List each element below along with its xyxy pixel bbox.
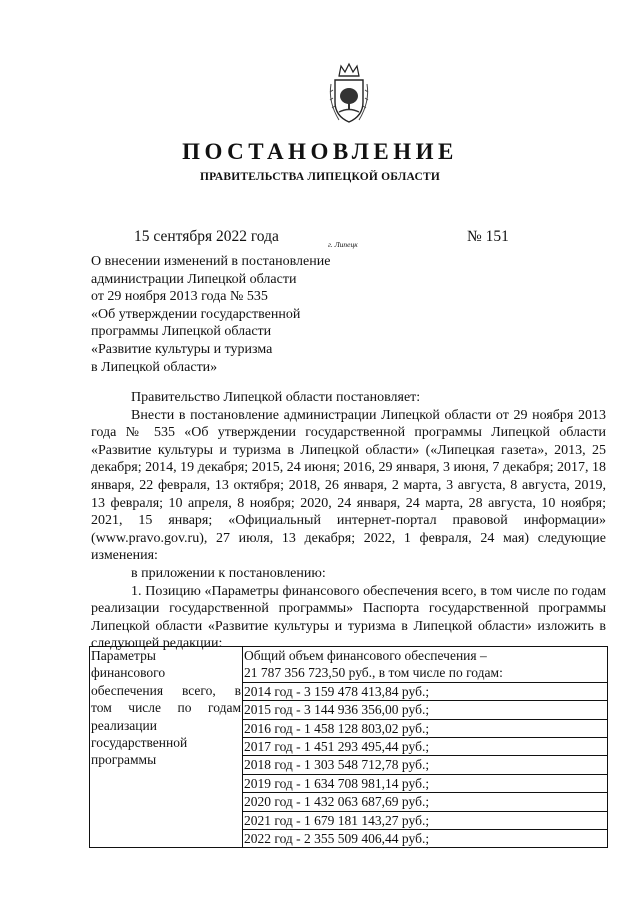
label-line: реализации xyxy=(91,717,157,733)
subject-line: О внесении изменений в постановление xyxy=(91,254,331,269)
label-line: государственной xyxy=(91,735,188,751)
table-cell-label xyxy=(90,647,243,848)
year-line: 2019 год - 1 634 708 981,14 руб.; xyxy=(243,774,607,792)
year-line: 2014 год - 3 159 478 413,84 руб.; xyxy=(243,682,607,700)
subject-line: в Липецкой области» xyxy=(91,359,218,375)
document-city: г. Липецк xyxy=(328,240,358,249)
label-line: программы xyxy=(91,752,157,768)
year-line: 2022 год - 2 355 509 406,44 руб.; xyxy=(243,829,607,847)
subject-line: «Развитие культуры и туризма xyxy=(91,341,273,357)
subject-line: программы Липецкой области xyxy=(91,324,272,340)
coat-of-arms-icon xyxy=(327,62,371,126)
body-paragraph: Внести в постановление администрации Липецкой области от 29 ноября 2013 года № 535 «Об утверждении государственной программы Липецкой области «Развитие культуры и туризма в Липецкой области» («Липецкая газета», 2013, 25 декабря; 2014, 19 декабря; 2015, 24 июня; 2016, 29 января, 3 июня, 7 декабря; 2017, 18 января, 22 февраля, 13 октября; 2018, 26 января, 2 марта, 3 августа, 8 августа, 2019, 13 февраля; 10 апреля, 8 ноября; 2020, 24 января, 24 марта, 28 августа, 10 ноября; 2021, 15 января; «Официальный интернет-портал правовой информации» (www.pravo.gov.ru), 27 июля, 13 декабря; 2022, 1 февраля, 24 мая) следующие изменения: xyxy=(91,407,606,564)
document-subtitle: ПРАВИТЕЛЬСТВА ЛИПЕЦКОЙ ОБЛАСТИ xyxy=(200,171,440,183)
label-line: Параметры xyxy=(91,648,156,663)
table-row xyxy=(90,647,608,848)
total-line: 21 787 356 723,50 руб., в том числе по годам: xyxy=(244,665,503,681)
subject-line: «Об утверждении государственной xyxy=(91,306,301,322)
year-line: 2021 год - 1 679 181 143,27 руб.; xyxy=(243,811,607,829)
document-subject xyxy=(91,253,391,376)
document-title: ПОСТАНОВЛЕНИЕ xyxy=(182,139,458,164)
total-line: Общий объем финансового обеспечения – xyxy=(244,648,487,663)
document-number: № 151 xyxy=(467,228,509,245)
label-line: том числе по годам xyxy=(91,700,241,716)
year-line: 2017 год - 1 451 293 495,44 руб.; xyxy=(243,737,607,755)
label-line: финансового xyxy=(91,665,166,681)
year-line: 2020 год - 1 432 063 687,69 руб.; xyxy=(243,792,607,810)
body-paragraph: 1. Позицию «Параметры финансового обеспечения всего, в том числе по годам реализации государственной программы» Паспорта государственной программы Липецкой области «Развитие культуры и туризма в Липецкой области» изложить в следующей редакции: xyxy=(91,583,606,652)
document-date: 15 сентября 2022 года xyxy=(134,228,279,245)
label-line: обеспечения всего, в xyxy=(91,682,241,698)
subject-line: от 29 ноября 2013 года № 535 xyxy=(91,289,268,305)
subject-line: администрации Липецкой области xyxy=(91,271,297,287)
year-line: 2018 год - 1 303 548 712,78 руб.; xyxy=(243,755,607,773)
body-paragraph: в приложении к постановлению: xyxy=(131,565,326,581)
table-cell-values xyxy=(243,647,608,848)
year-line: 2015 год - 3 144 936 356,00 руб.; xyxy=(243,700,607,718)
body-paragraph: Правительство Липецкой области постановляет: xyxy=(131,390,421,405)
year-line: 2016 год - 1 458 128 803,02 руб.; xyxy=(243,719,607,737)
parameters-table xyxy=(89,646,608,848)
document-body xyxy=(91,389,606,653)
